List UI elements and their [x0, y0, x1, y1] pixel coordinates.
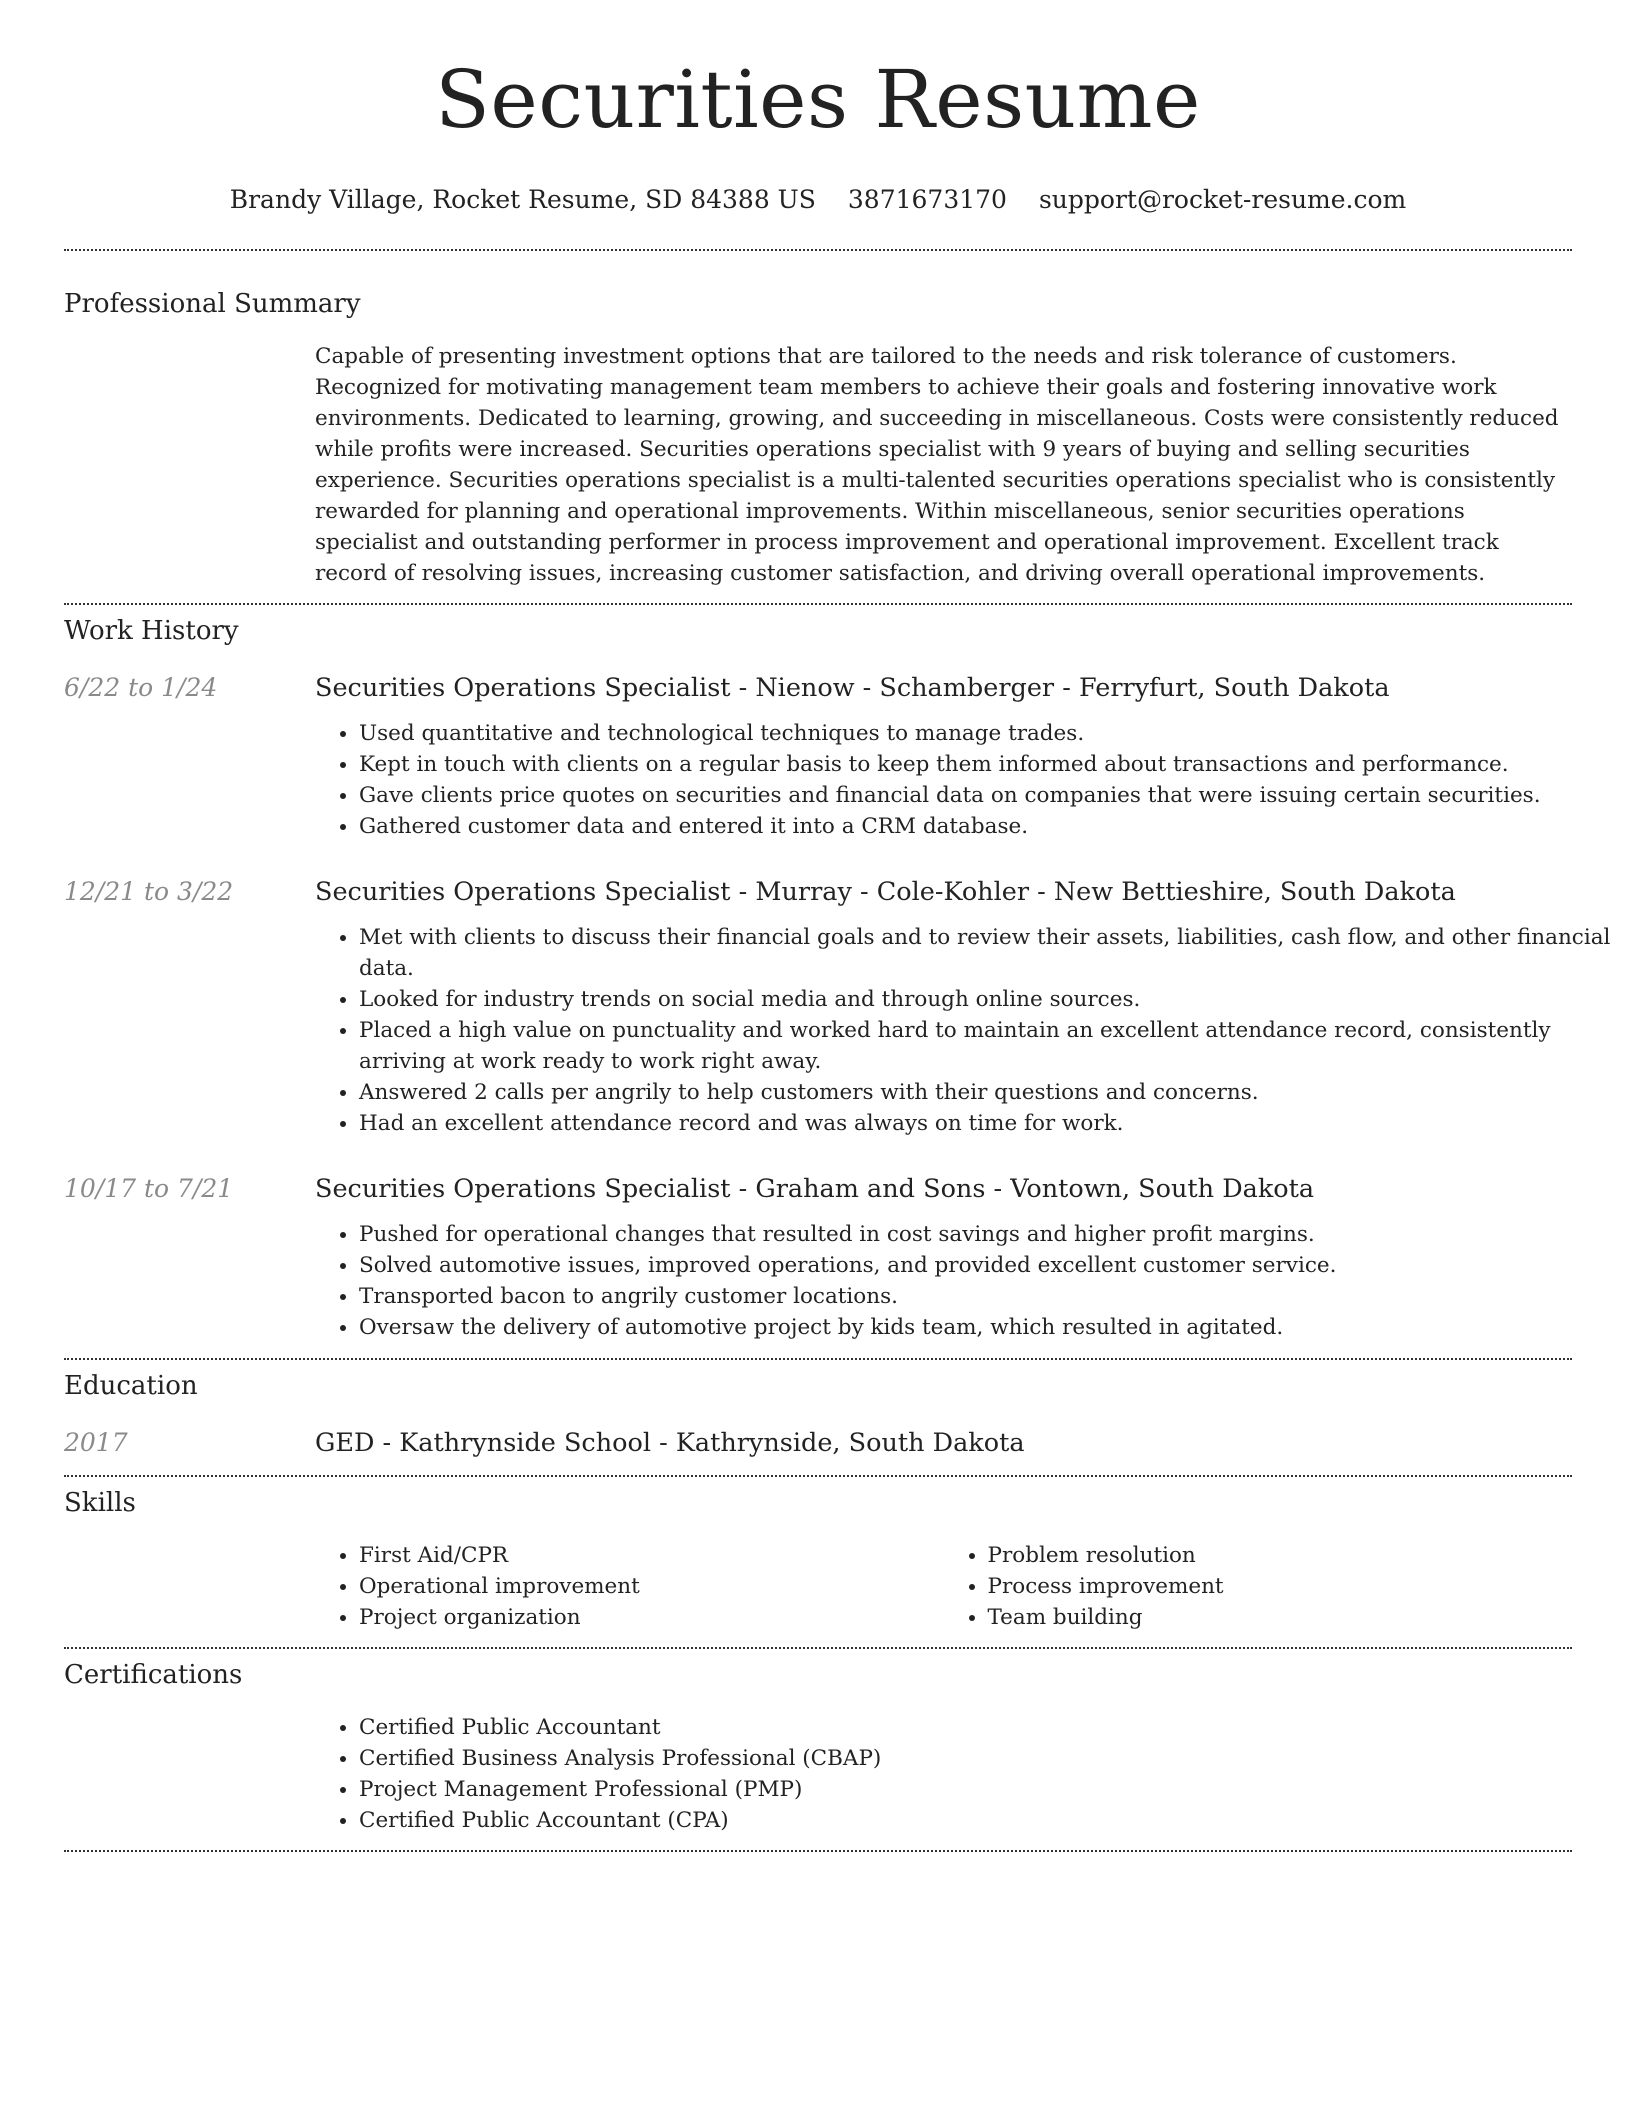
job-bullet: • Kept in touch with clients on a regular basis to keep them informed about transactions and performance.: [359, 749, 1616, 780]
contact-address: Brandy Village, Rocket Resume, SD 84388 US: [229, 185, 816, 214]
job-title: Securities Operations Specialist - Murray - Cole-Kohler - New Bettieshire, South Dakota: [315, 877, 1456, 907]
job-bullet: • Gathered customer data and entered it into a CRM database.: [359, 811, 1616, 842]
job-bullet: • Gave clients price quotes on securities and financial data on companies that were issuing certain securities.: [359, 780, 1616, 811]
section-divider: [64, 249, 1572, 251]
job-bullet: • Answered 2 calls per angrily to help customers with their questions and concerns.: [359, 1077, 1616, 1108]
job-bullet: • Had an excellent attendance record and was always on time for work.: [359, 1108, 1616, 1139]
certification-item: • Certified Public Accountant: [359, 1712, 1616, 1743]
skill-item: • Operational improvement: [359, 1571, 944, 1602]
job-bullet: • Oversaw the delivery of automotive project by kids team, which resulted in agitated.: [359, 1312, 1616, 1343]
education-heading: Education: [64, 1371, 198, 1401]
skill-item: • First Aid/CPR: [359, 1540, 944, 1571]
skill-item: • Problem resolution: [988, 1540, 1573, 1571]
work-entry: [64, 672, 1572, 842]
skills-row: [64, 1540, 1572, 1633]
certification-item: • Project Management Professional (PMP): [359, 1774, 1616, 1805]
education-entry: [64, 1427, 1572, 1459]
section-divider: [64, 603, 1572, 605]
job-bullet: • Used quantitative and technological techniques to manage trades.: [359, 718, 1616, 749]
certifications-row: [64, 1712, 1572, 1836]
contact-email: support@rocket-resume.com: [1038, 185, 1407, 214]
summary-text: Capable of presenting investment options that are tailored to the needs and risk tolerance of customers. Recognized for motivating management team members to achieve their goals and fostering innovative work environments. Dedicated to learning, growing, and succeeding in miscellaneous. Costs were consistently reduced while profits were increased. Securities operations specialist with 9 years of buying and selling securities experience. Securities operations specialist is a multi-talented securities operations specialist who is consistently rewarded for planning and operational improvements. Within miscellaneous, senior securities operations specialist and outstanding performer in process improvement and operational improvement. Excellent track record of resolving issues, increasing customer satisfaction, and driving overall operational improvements.: [315, 344, 1559, 586]
skill-item: • Process improvement: [988, 1571, 1573, 1602]
work-dates: 10/17 to 7/21: [64, 1174, 234, 1203]
job-bullet: • Transported bacon to angrily customer locations.: [359, 1281, 1616, 1312]
education-year: 2017: [64, 1428, 128, 1457]
skills-list: [944, 1540, 1573, 1633]
work-dates: 12/21 to 3/22: [64, 877, 234, 906]
work-dates: 6/22 to 1/24: [64, 673, 218, 702]
summary-row: [64, 341, 1572, 589]
resume-title: Securities Resume: [435, 53, 1201, 146]
skills-list: [315, 1540, 944, 1633]
summary-heading: Professional Summary: [64, 289, 361, 319]
certifications-heading: Certifications: [64, 1660, 243, 1690]
section-divider: [64, 1358, 1572, 1360]
job-bullets: [315, 922, 1616, 1139]
job-bullets: [315, 718, 1616, 842]
section-divider: [64, 1850, 1572, 1852]
job-bullet: • Looked for industry trends on social media and through online sources.: [359, 984, 1616, 1015]
section-divider: [64, 1475, 1572, 1477]
certifications-list: [315, 1712, 1616, 1836]
skills-heading: Skills: [64, 1488, 136, 1518]
job-bullet: • Solved automotive issues, improved operations, and provided excellent customer service.: [359, 1250, 1616, 1281]
job-title: Securities Operations Specialist - Nienow - Schamberger - Ferryfurt, South Dakota: [315, 673, 1390, 703]
skill-item: • Team building: [988, 1602, 1573, 1633]
work-entry: [64, 876, 1611, 1139]
certification-item: • Certified Business Analysis Professional (CBAP): [359, 1743, 1616, 1774]
job-bullet: • Met with clients to discuss their financial goals and to review their assets, liabilities, cash flow, and other financial data.: [359, 922, 1616, 984]
job-title: Securities Operations Specialist - Graham and Sons - Vontown, South Dakota: [315, 1174, 1315, 1204]
skill-item: • Project organization: [359, 1602, 944, 1633]
job-bullets: [315, 1219, 1616, 1343]
education-title: GED - Kathrynside School - Kathrynside, South Dakota: [315, 1428, 1025, 1458]
work-history-heading: Work History: [64, 616, 239, 646]
job-bullet: • Pushed for operational changes that resulted in cost savings and higher profit margins.: [359, 1219, 1616, 1250]
resume-page: [64, 0, 1611, 1852]
certification-item: • Certified Public Accountant (CPA): [359, 1805, 1616, 1836]
job-bullet: • Placed a high value on punctuality and worked hard to maintain an excellent attendance record, consistently arriving at work ready to work right away.: [359, 1015, 1616, 1077]
contact-line: [64, 184, 1572, 216]
contact-phone: 3871673170: [847, 185, 1007, 214]
section-divider: [64, 1647, 1572, 1649]
work-entry: [64, 1173, 1572, 1343]
